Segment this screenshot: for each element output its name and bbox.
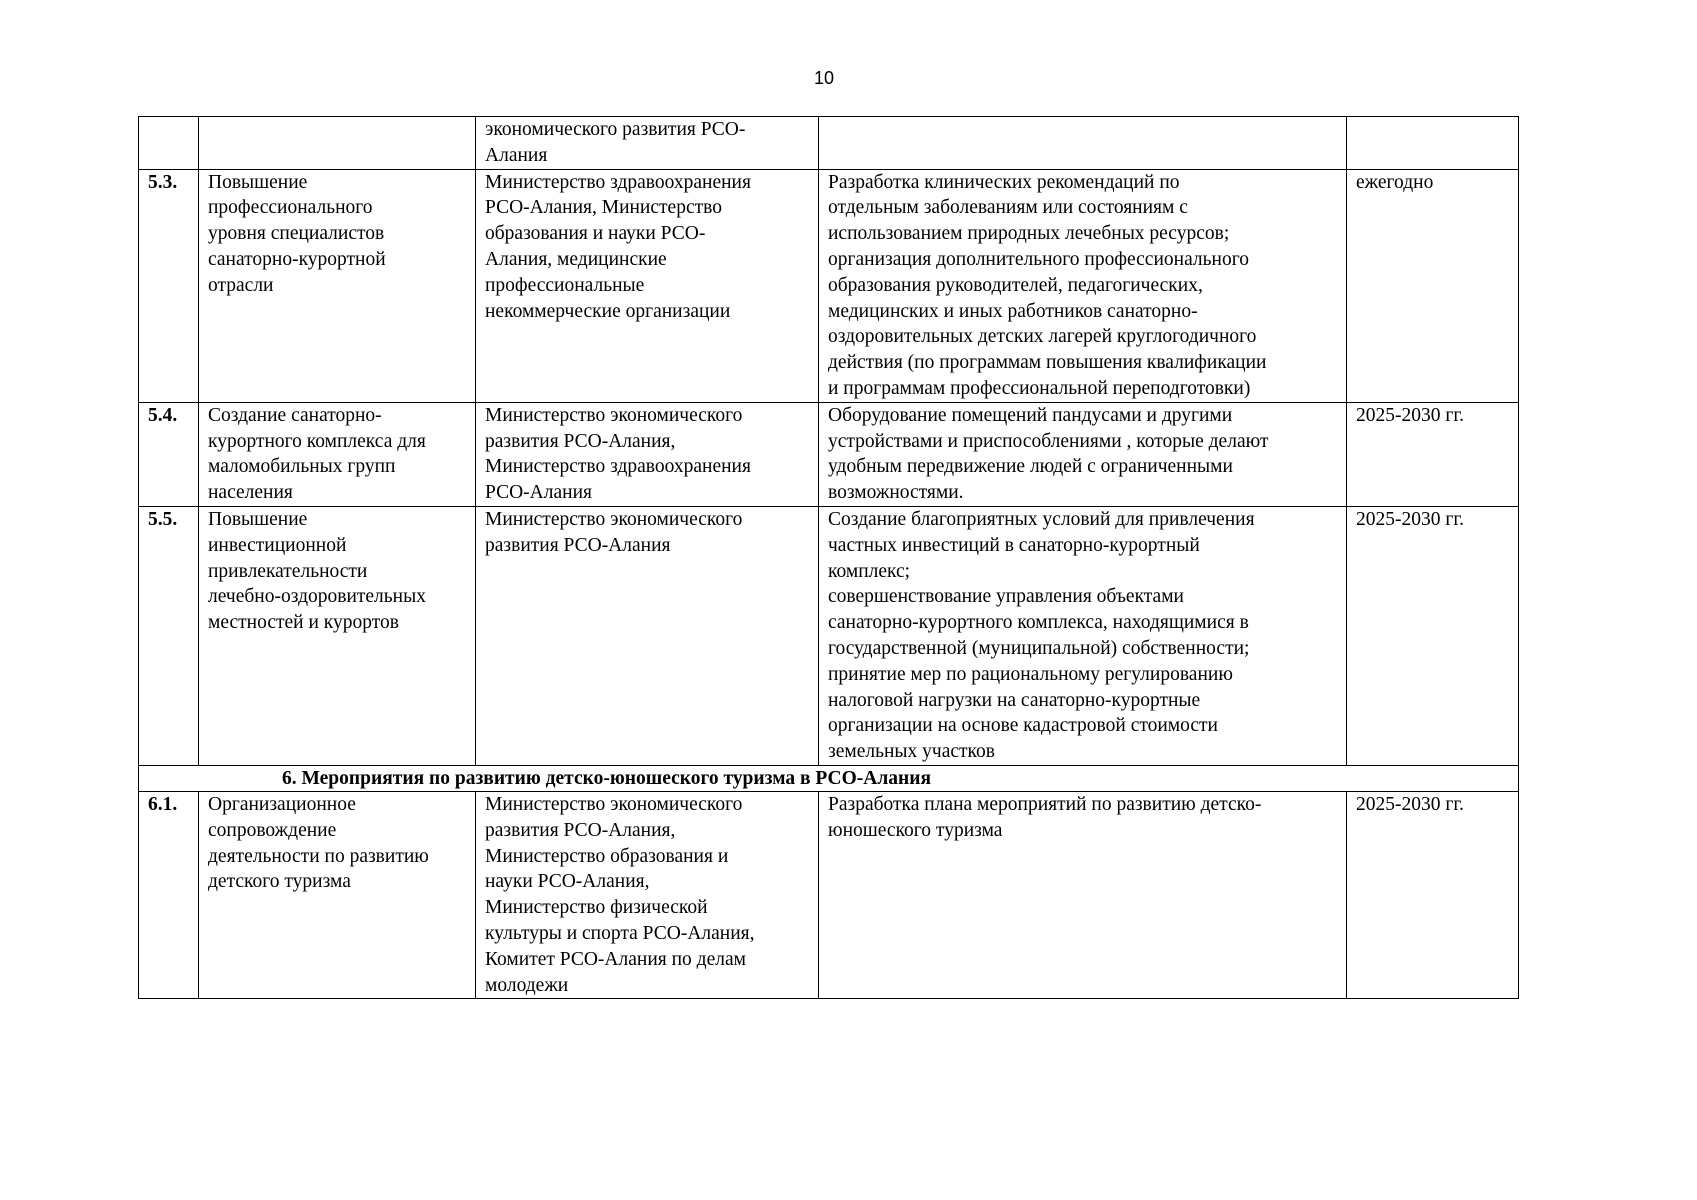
table-row-5-3 — [139, 169, 1519, 402]
implementation-period: 2025-2030 гг. — [1347, 402, 1519, 506]
row-number: 5.3. — [139, 169, 199, 402]
implementation-period: ежегодно — [1347, 169, 1519, 402]
row-number: 5.4. — [139, 402, 199, 506]
responsible-executors: Министерство экономического развития РСО-Алания, Министерство здравоохранения РСО-Алания — [476, 402, 819, 506]
measure-name — [199, 117, 476, 170]
table-row-6-1 — [139, 791, 1519, 998]
responsible-executors: Министерство здравоохранения РСО-Алания, Министерство образования и науки РСО- Алания, медицинские профессиональные некоммерческие организации — [476, 169, 819, 402]
responsible-executors: Министерство экономического развития РСО-Алания — [476, 506, 819, 765]
measure-name: Повышение профессионального уровня специалистов санаторно-курортной отрасли — [199, 169, 476, 402]
table-row-5-5 — [139, 506, 1519, 765]
measure-name: Создание санаторно- курортного комплекса для маломобильных групп населения — [199, 402, 476, 506]
measure-description: Оборудование помещений пандусами и другими устройствами и приспособлениями , которые делают удобным передвижение людей с ограниченными возможностями. — [819, 402, 1347, 506]
row-number: 6.1. — [139, 791, 199, 998]
responsible-executors: экономического развития РСО- Алания — [476, 117, 819, 170]
implementation-period: 2025-2030 гг. — [1347, 506, 1519, 765]
measure-description: Создание благоприятных условий для привлечения частных инвестиций в санаторно-курортный комплекс; совершенствование управления объектами санаторно-курортного комплекса, находящимися в государственной (муниципальной) собственности; принятие мер по рациональному регулированию налоговой нагрузки на санаторно-курортные организации на основе кадастровой стоимости земельных участков — [819, 506, 1347, 765]
measure-name: Повышение инвестиционной привлекательности лечебно-оздоровительных местностей и курортов — [199, 506, 476, 765]
implementation-period — [1347, 117, 1519, 170]
row-number — [139, 117, 199, 170]
measure-description — [819, 117, 1347, 170]
implementation-period: 2025-2030 гг. — [1347, 791, 1519, 998]
row-number: 5.5. — [139, 506, 199, 765]
section-heading-row — [139, 765, 1519, 791]
page-number: 10 — [813, 68, 835, 88]
responsible-executors: Министерство экономического развития РСО-Алания, Министерство образования и науки РСО-Алания, Министерство физической культуры и спорта РСО-Алания, Комитет РСО-Алания по делам молодежи — [476, 791, 819, 998]
measure-description: Разработка клинических рекомендаций по отдельным заболеваниям или состояниям с использованием природных лечебных ресурсов; организация дополнительного профессионального образования руководителей, педагогических, медицинских и иных работников санаторно- оздоровительных детских лагерей круглогодичного действия (по программам повышения квалификации и программам профессиональной переподготовки) — [819, 169, 1347, 402]
measures-table — [138, 116, 1519, 999]
section-title: 6. Мероприятия по развитию детско-юношеского туризма в РСО-Алания — [139, 765, 1519, 791]
table-row-5-4 — [139, 402, 1519, 506]
measure-name: Организационное сопровождение деятельности по развитию детского туризма — [199, 791, 476, 998]
table-row-continuation — [139, 117, 1519, 170]
measure-description: Разработка плана мероприятий по развитию детско- юношеского туризма — [819, 791, 1347, 998]
